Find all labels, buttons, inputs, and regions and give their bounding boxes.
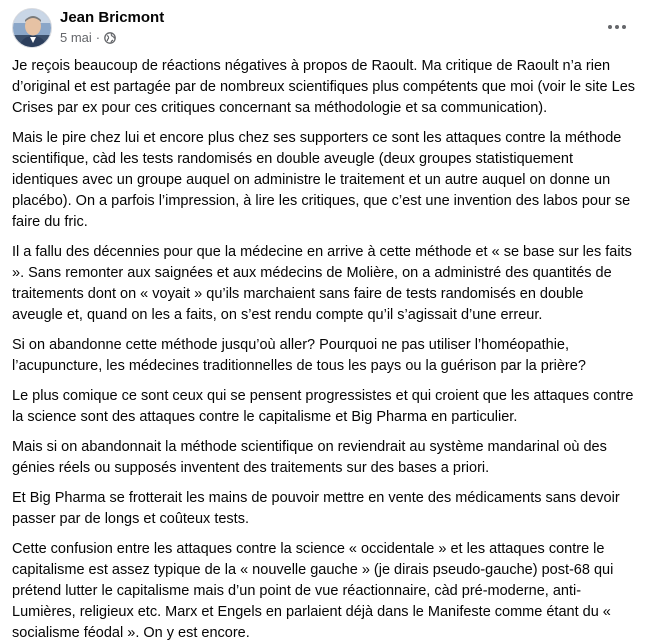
post-paragraph: Il a fallu des décennies pour que la médecine en arrive à cette méthode et « se base sur les faits ». Sans remonter aux saignées et aux médecins de Molière, on a administré des quantités de traitements dont on « voyait » qu’ils marchaient sans faire de tests randomisés en double aveugle et, quand on les a faits, on s’est rendu compte qu’il s’agissait d’une erreur.	[12, 244, 632, 323]
author-name[interactable]: Jean Bricmont	[60, 9, 165, 26]
profile-photo	[13, 9, 52, 48]
post-meta	[60, 30, 116, 45]
post-paragraph: Mais si on abandonnait la méthode scientifique on reviendrait au système mandarinal où des génies réels ou supposés inventent des traitements sur des bases a priori.	[12, 439, 607, 476]
post-header	[12, 6, 640, 56]
avatar[interactable]	[12, 8, 52, 48]
meta-separator: ·	[95, 30, 101, 45]
more-options-button[interactable]	[602, 12, 632, 42]
post-paragraph: Cette confusion entre les attaques contre la science « occidentale » et les attaques contre le capitalisme est assez typique de la « nouvelle gauche » (je dirais pseudo-gauche) post-68 qui prétend lutter le capitalisme mais d’un point de vue réactionnaire, càd pré-moderne, anti-Lumières, religieux etc. Marx et Engels en parlaient déjà dans le Manifeste comme étant du « socialisme féodal ». On y est encore.	[12, 541, 614, 641]
post-date[interactable]: 5 mai	[60, 30, 92, 45]
post-paragraph: Le plus comique ce sont ceux qui se pensent progressistes et qui croient que les attaques contre la science sont des attaques contre le capitalisme et Big Pharma en particulier.	[12, 388, 634, 425]
post-paragraph: Et Big Pharma se frotterait les mains de pouvoir mettre en vente des médicaments sans devoir passer par de longs et coûteux tests.	[12, 490, 620, 527]
post-paragraph: Je reçois beaucoup de réactions négatives à propos de Raoult. Ma critique de Raoult n’a rien d’original et est partagée par de nombreux scientifiques plus compétents que moi (voir le site Les Crises par ex pour ces critiques concernant sa méthodologie et sa communication).	[12, 58, 636, 116]
globe-icon	[104, 32, 116, 44]
post-body	[12, 56, 640, 644]
post-paragraph: Si on abandonne cette méthode jusqu’où aller? Pourquoi ne pas utiliser l’homéopathie, l’acupuncture, les médecines traditionnelles de tous les pays ou la guérison par la prière?	[12, 337, 586, 374]
more-horizontal-icon	[608, 25, 626, 29]
post-paragraph: Mais le pire chez lui et encore plus chez ses supporters ce sont les attaques contre la méthode scientifique, càd les tests randomisés en double aveugle (deux groupes statistiquement identiques avec un groupe auquel on administre le traitement et un autre auquel on donne un placébo). On a parfois l’impression, à lire les critiques, que c’est une invention des labos pour se faire du fric.	[12, 130, 631, 230]
